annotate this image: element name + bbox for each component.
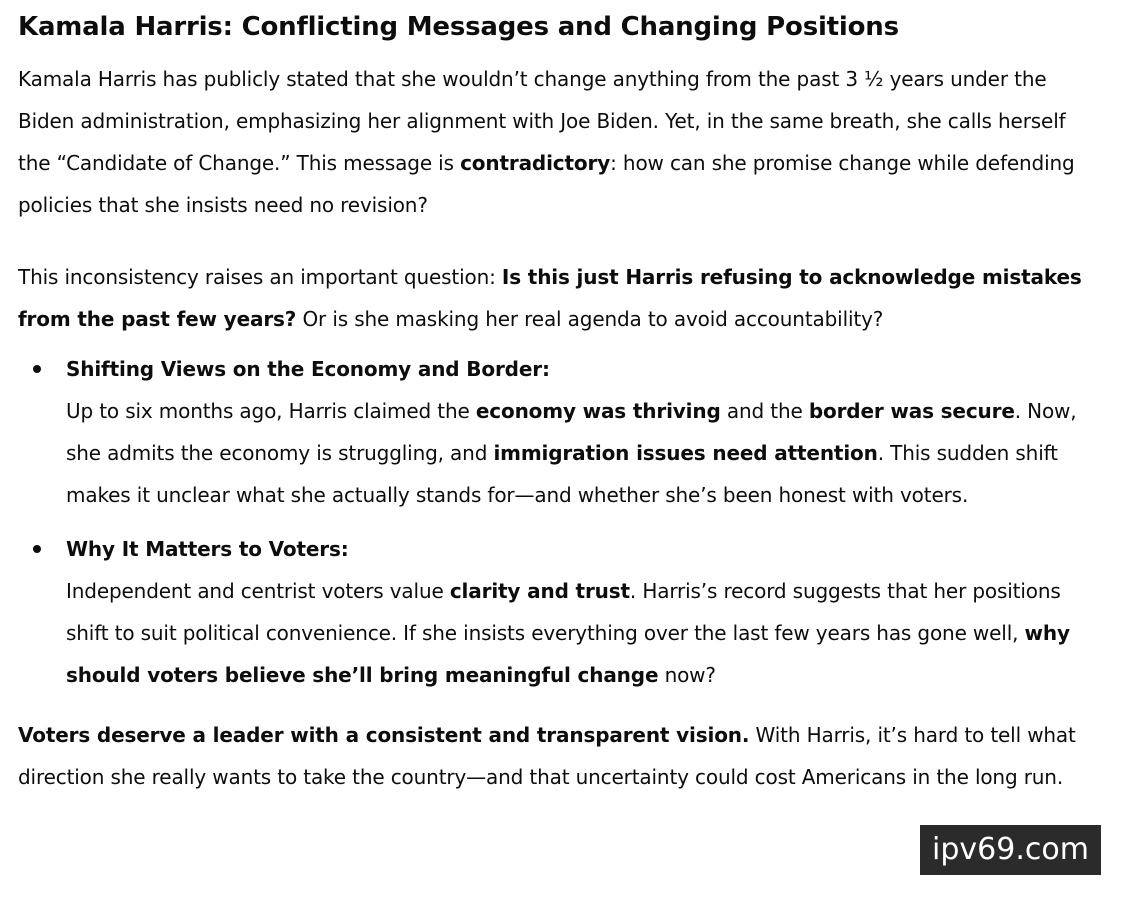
point-bold-3: immigration issues need attention bbox=[493, 441, 878, 465]
point-bold-2: border was secure bbox=[808, 399, 1015, 423]
point-text-2: and the bbox=[720, 399, 809, 423]
point-text-1: Independent and centrist voters value bbox=[66, 579, 450, 603]
list-item-why-it-matters bbox=[18, 528, 1088, 696]
point-text-2: . Harris’s record suggests that her positions shift to suit political convenience. If she insists everything over the last few years has gone well, bbox=[66, 579, 1061, 645]
document-body bbox=[18, 0, 1088, 798]
intro-bold-1: contradictory bbox=[460, 151, 611, 175]
question-text-1: This inconsistency raises an important question: bbox=[18, 265, 502, 289]
point-bold-1: economy was thriving bbox=[475, 399, 721, 423]
question-bold-1: Is this just Harris refusing to acknowledge mistakes from the past few years? bbox=[18, 265, 1082, 331]
watermark-logo: ipv69.com bbox=[920, 825, 1101, 875]
closing-bold-1: Voters deserve a leader with a consistent and transparent vision. bbox=[18, 723, 750, 747]
list-item-heading: Shifting Views on the Economy and Border: bbox=[66, 357, 550, 381]
point-text-3: now? bbox=[658, 663, 716, 687]
closing-text-1: With Harris, it’s hard to tell what direction she really wants to take the country—and that uncertainty could cost Americans in the long run. bbox=[18, 723, 1076, 789]
bullet-icon bbox=[33, 365, 41, 373]
page-title: Kamala Harris: Conflicting Messages and Changing Positions bbox=[18, 12, 899, 42]
question-paragraph bbox=[18, 256, 1088, 340]
question-text-2: Or is she masking her real agenda to avoid accountability? bbox=[296, 307, 884, 331]
point-text-3: . Now, she admits the economy is struggling, and bbox=[66, 399, 1077, 465]
list-item-heading: Why It Matters to Voters: bbox=[66, 537, 349, 561]
intro-text-2: : how can she promise change while defending policies that she insists need no revision? bbox=[18, 151, 1075, 217]
bullet-icon bbox=[33, 545, 41, 553]
point-text-1: Up to six months ago, Harris claimed the bbox=[66, 399, 476, 423]
intro-paragraph bbox=[18, 58, 1088, 226]
closing-paragraph bbox=[18, 714, 1088, 798]
list-item-shifting-views bbox=[18, 348, 1088, 516]
intro-text-1: Kamala Harris has publicly stated that she wouldn’t change anything from the past 3 ½ years under the Biden administration, emphasizing her alignment with Joe Biden. Yet, in the same breath, she calls herself the “Candidate of Change.” This message is bbox=[18, 67, 1066, 175]
point-bold-1: clarity and trust bbox=[449, 579, 630, 603]
point-text-4: . This sudden shift makes it unclear what she actually stands for—and whether she’s been honest with voters. bbox=[66, 441, 1058, 507]
points-list bbox=[18, 348, 1088, 696]
point-bold-2: why should voters believe she’ll bring meaningful change bbox=[66, 621, 1070, 687]
